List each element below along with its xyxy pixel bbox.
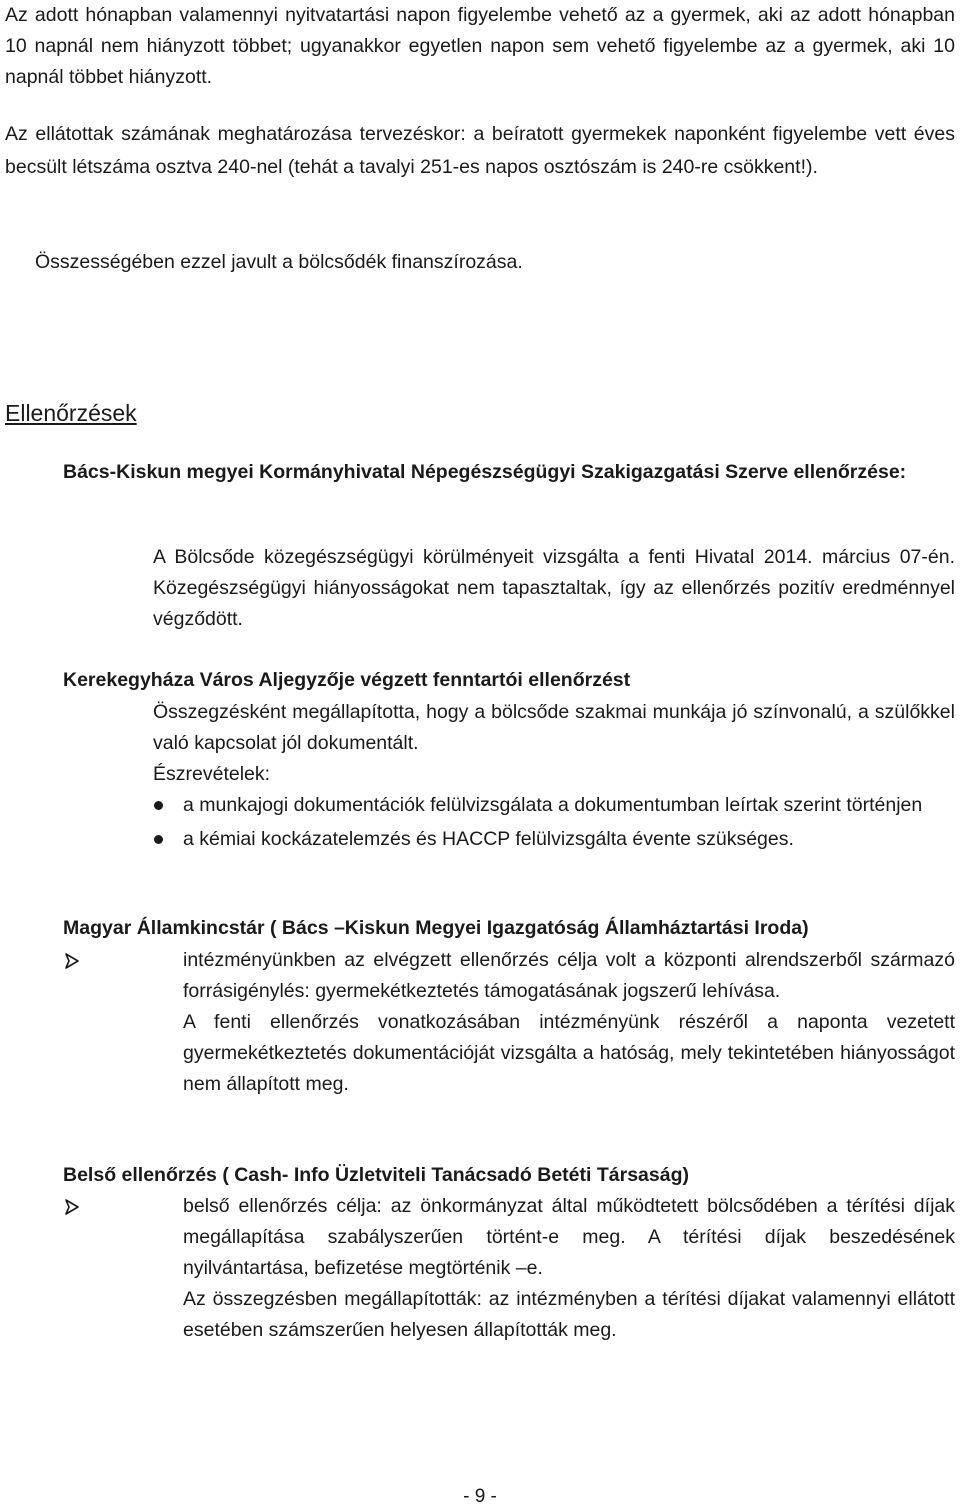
kerekegyhaza-heading: Kerekegyháza Város Aljegyzője végzett fenntartói ellenőrzést <box>63 669 631 691</box>
page-number: - 9 - <box>463 1486 497 1507</box>
intro-paragraph-1: Az adott hónapban valamennyi nyitvatartási napon figyelembe vehető az a gyermek, aki az adott hónapban 10 napnál nem hiányzott többet; ugyanakkor egyetlen napon sem vehető figyelembe az a gyermek, aki 10 napnál többet hiányzott. <box>5 4 955 88</box>
belso-item-text: belső ellenőrzés célja: az önkormányzat által működtetett bölcsődében a térítési díjak megállapítása szabályszerűen történt-e meg. A térítési díjak beszedésének nyilvántartása, befizetése megtörténik –e. <box>183 1195 955 1279</box>
arrow-bullet-icon <box>63 1198 81 1216</box>
intro-paragraph-3: Összességében ezzel javult a bölcsődék finanszírozása. <box>35 251 523 273</box>
allamkincstar-heading: Magyar Államkincstár ( Bács –Kiskun Megyei Igazgatóság Államháztartási Iroda) <box>63 917 809 939</box>
belso-list <box>0 1191 955 1346</box>
allamkincstar-list <box>0 945 955 1100</box>
observation-text-1: a munkajogi dokumentációk felülvizsgálata a dokumentumban leírtak szerint történjen <box>183 794 923 816</box>
bacs-body: A Bölcsőde közegészségügyi körülményeit vizsgálta a fenti Hivatal 2014. március 07-én. Közegészségügyi hiányosságokat nem tapasztaltak, így az ellenőrzés pozitív eredménnyel végződött. <box>153 546 955 630</box>
intro-paragraph-2: Az ellátottak számának meghatározása tervezéskor: a beíratott gyermekek naponként figyelembe vett éves becsült létszáma osztva 240-nel (tehát a tavalyi 251-es napos osztószám is 240-re csökkent!). <box>5 123 955 178</box>
kerekegyhaza-body: Összegzésként megállapította, hogy a bölcsőde szakmai munkája jó színvonalú, a szülőkkel való kapcsolat jól dokumentált. <box>153 701 955 754</box>
bullet-dot-icon <box>154 801 163 810</box>
observations-list <box>90 790 955 855</box>
list-item <box>90 790 955 821</box>
list-item <box>90 824 955 855</box>
arrow-bullet-icon <box>63 952 81 970</box>
allamkincstar-item-text: intézményünkben az elvégzett ellenőrzés célja volt a központi alrendszerből származó forrásigénylés: gyermekétkeztetés támogatásának jogszerű lehívása. <box>183 949 955 1002</box>
bacs-heading: Bács-Kiskun megyei Kormányhivatal Népegészségügyi Szakigazgatási Szerve ellenőrzése: <box>63 461 907 483</box>
belso-heading: Belső ellenőrzés ( Cash- Info Üzletviteli Tanácsadó Betéti Társaság) <box>63 1164 689 1186</box>
bullet-dot-icon <box>154 835 163 844</box>
allamkincstar-item-continuation: A fenti ellenőrzés vonatkozásában intézményünk részéről a naponta vezetett gyermekétkeztetés dokumentációját vizsgálta a hatóság, mely tekintetében hiányosságot nem állapított meg. <box>183 1011 955 1095</box>
section-title: Ellenőrzések <box>5 400 137 426</box>
belso-item-continuation: Az összegzésben megállapították: az intézményben a térítési díjakat valamennyi ellátott esetében számszerűen helyesen állapították meg. <box>183 1288 955 1341</box>
list-item <box>0 945 955 1007</box>
list-item <box>0 1191 955 1284</box>
observations-label: Észrevételek: <box>153 763 271 785</box>
observation-text-2: a kémiai kockázatelemzés és HACCP felülvizsgálta évente szükséges. <box>183 828 794 850</box>
